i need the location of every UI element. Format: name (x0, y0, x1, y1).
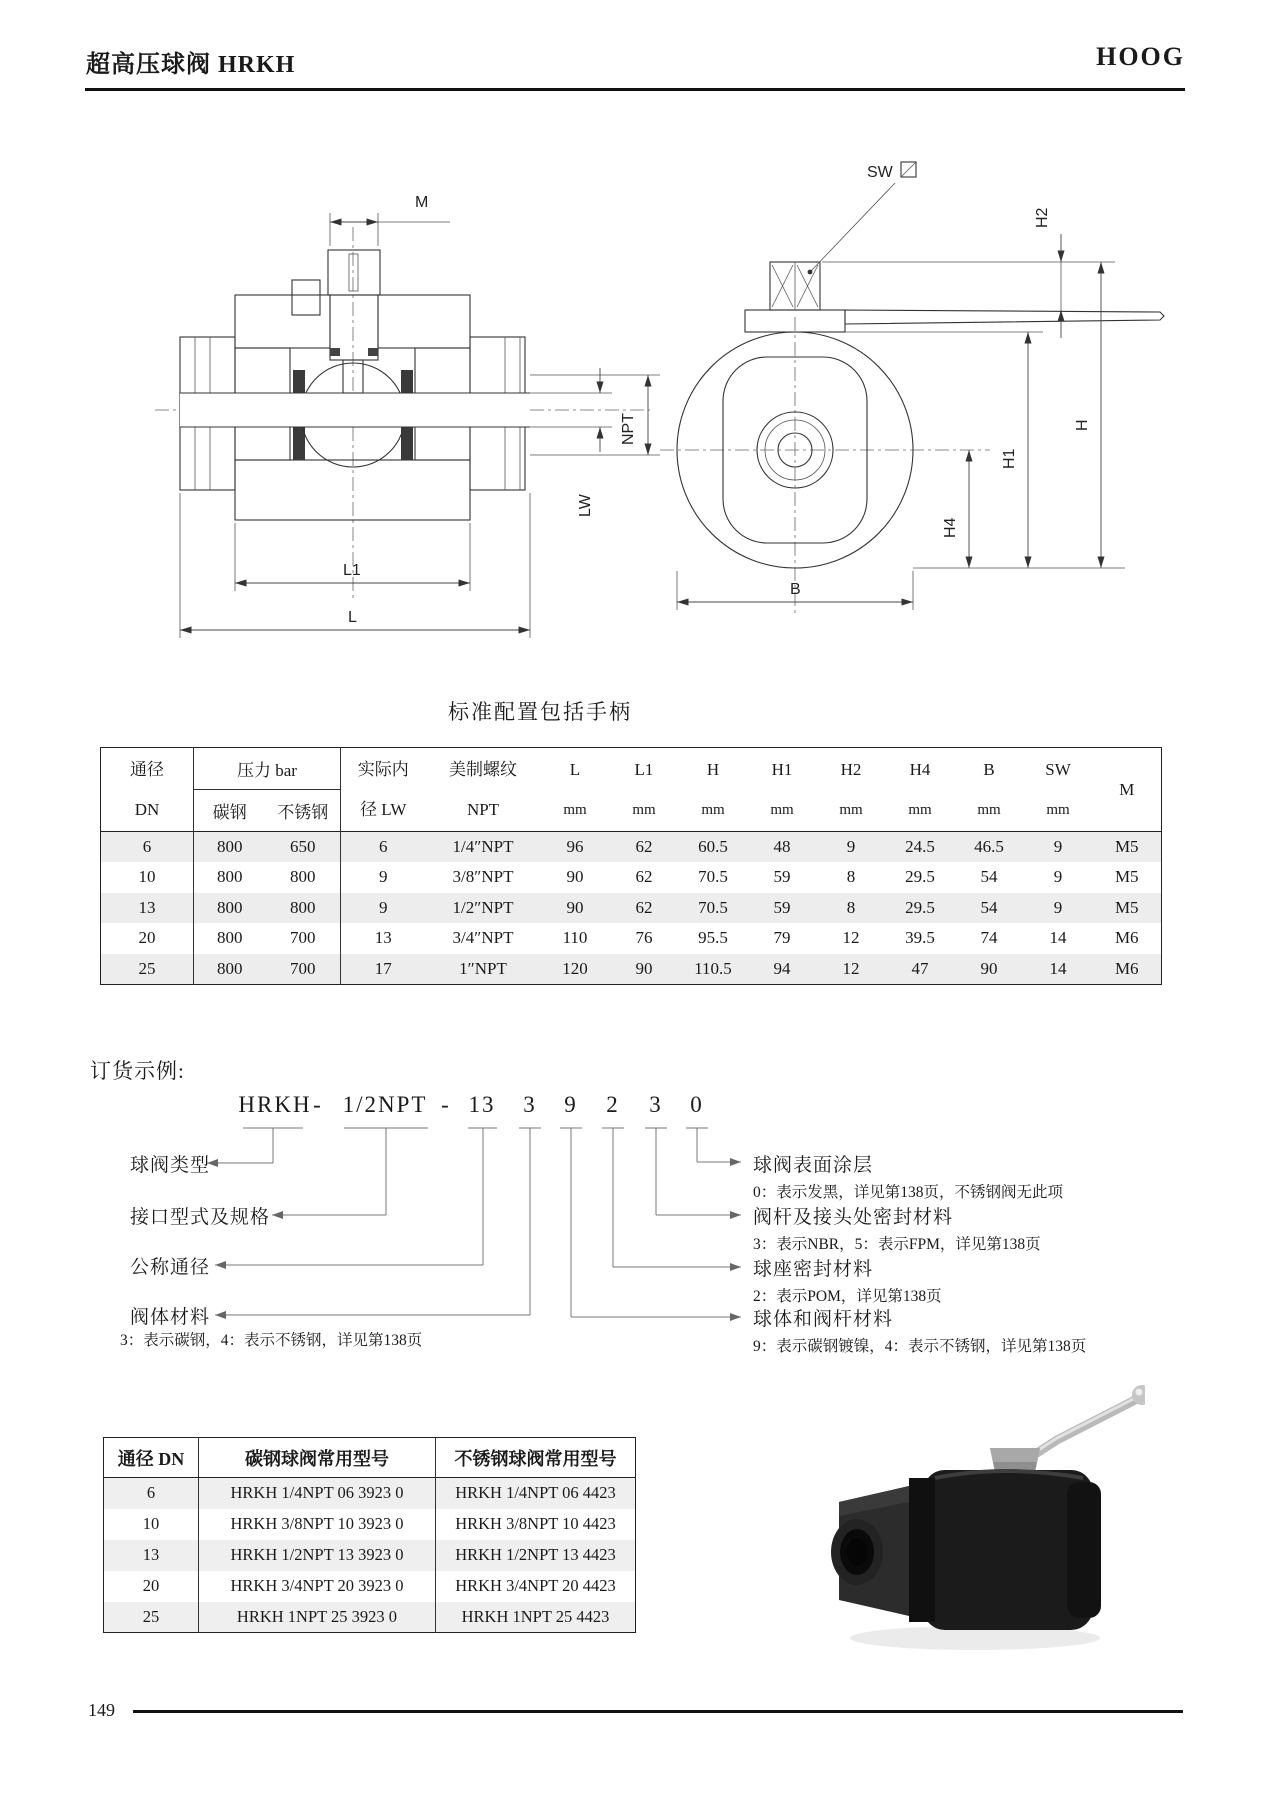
table-cell: HRKH 3/8NPT 10 4423 (455, 1514, 616, 1533)
col-header-stainless-steel: 不锈钢 (266, 790, 341, 832)
table-cell: 59 (773, 867, 791, 887)
table-cell: 70.5 (698, 867, 728, 887)
callout-stem-seal-material: 阀杆及接头处密封材料 3：表示NBR，5：表示FPM，详见第138页 (753, 1207, 1041, 1253)
table-cell: 700 (266, 923, 341, 954)
col-header-dn: 通径 DN (104, 1438, 199, 1478)
table-row (104, 1540, 636, 1571)
table-cell: 800 (217, 958, 243, 978)
table-cell: M6 (1114, 958, 1139, 978)
col-header-B: B mm (977, 759, 1001, 818)
footer-page-number: 149 (88, 1700, 115, 1720)
valve-body (831, 1470, 1101, 1630)
handle-bar (845, 310, 1164, 324)
table-cell: M5 (1114, 897, 1139, 917)
table-cell: 110.5 (694, 958, 732, 978)
table-cell: 29.5 (905, 897, 935, 917)
callout-body-material: 阀体材料 (130, 1307, 211, 1328)
table-cell: 20 (101, 923, 194, 954)
model-number-table (103, 1437, 636, 1633)
table-cell: 20 (104, 1571, 199, 1602)
table-cell: 47 (911, 958, 929, 978)
col-header-SW: SW mm (1045, 759, 1071, 818)
code-part-connection: 1/2NPT (342, 1092, 428, 1117)
callout-connection-type: 接口型式及规格 (130, 1207, 271, 1228)
table-cell: 54 (980, 897, 998, 917)
table-cell: 110 (562, 928, 588, 948)
table-cell: 90 (566, 897, 584, 917)
dim-h4 (942, 450, 969, 568)
table-cell: 76 (635, 928, 653, 948)
table-cell: M5 (1114, 867, 1139, 887)
dim-label-h4: H4 (942, 517, 959, 538)
col-header-dn: 通径 DN (101, 748, 194, 832)
dim-label-l: L (348, 609, 357, 626)
col-header-stainless-models: 不锈钢球阀常用型号 (454, 1448, 617, 1469)
callout-seat-seal-material: 球座密封材料 2：表示POM，详见第138页 (753, 1259, 942, 1305)
table-row (104, 1602, 636, 1633)
table-cell: HRKH 1/4NPT 06 4423 (455, 1483, 616, 1503)
code-part-dn: 13 (468, 1092, 496, 1117)
table-row (101, 954, 1162, 985)
dim-label-npt: NPT (620, 413, 637, 445)
table-cell: 8 (846, 867, 856, 887)
table-cell: 6 (101, 832, 194, 863)
table-cell: 3/4″NPT (452, 928, 514, 948)
table-cell: 25 (101, 954, 194, 985)
right-end-view (660, 162, 1164, 615)
table-row (104, 1478, 636, 1509)
dim-label-l1: L1 (343, 562, 361, 579)
ordering-title: 订货示例: (90, 1059, 185, 1083)
dim-label-m: M (415, 194, 429, 211)
dim-lw (530, 368, 612, 517)
dim-label-b: B (790, 581, 801, 598)
table-cell: 700 (266, 954, 341, 985)
table-cell: 90 (566, 867, 584, 887)
table-cell: 70.5 (698, 897, 728, 917)
table-cell: 3/8″NPT (452, 867, 514, 887)
stem-nut (328, 250, 380, 295)
col-header-H1: H1 mm (770, 759, 794, 818)
col-header-pressure: 压力 bar (194, 748, 341, 790)
brand-logo: HOOG (1096, 42, 1185, 71)
code-part-type: HRKH (238, 1092, 312, 1117)
table-cell: 800 (217, 897, 243, 917)
table-cell: 10 (101, 862, 194, 893)
table-cell: 1/4″NPT (452, 837, 514, 856)
valve-product-photo (805, 1370, 1145, 1670)
table-cell: 1/2″NPT (452, 897, 514, 917)
table-cell: 62 (635, 897, 653, 917)
table-row (101, 923, 1162, 954)
page-title: 超高压球阀 HRKH (86, 52, 296, 78)
table-cell: HRKH 3/8NPT 10 3923 0 (199, 1509, 436, 1540)
drawing-caption: 标准配置包括手柄 (448, 700, 632, 724)
col-header-lw: 实际内 径 LW (357, 759, 409, 819)
dimension-table-body (101, 832, 1162, 985)
table-cell: 800 (217, 837, 243, 856)
table-cell: HRKH 1/2NPT 13 4423 (455, 1545, 616, 1564)
col-header-H4: H4 mm (908, 759, 932, 818)
table-cell: 90 (635, 958, 653, 978)
ordering-section (85, 1040, 1185, 1370)
callout-surface-coating: 球阀表面涂层 0：表示发黑，详见第138页，不锈钢阀无此项 (753, 1155, 1064, 1201)
table-cell: 96 (566, 837, 584, 856)
table-row (101, 832, 1162, 863)
sw-callout (808, 162, 916, 274)
table-cell: M5 (1114, 837, 1139, 856)
table-cell: 8 (846, 897, 856, 917)
header-rule (85, 88, 1185, 91)
table-cell: 13 (374, 928, 392, 948)
dim-label-lw: LW (577, 494, 594, 517)
dim-m (330, 194, 450, 246)
table-cell: 12 (842, 928, 860, 948)
table-cell: 29.5 (905, 867, 935, 887)
dim-l1 (235, 523, 470, 591)
table-cell: HRKH 1NPT 25 4423 (461, 1606, 610, 1626)
valve-technical-drawing (85, 105, 1185, 660)
col-header-H2: H2 mm (839, 759, 863, 818)
callout-valve-type: 球阀类型 (130, 1155, 211, 1176)
table-cell: 6 (379, 837, 388, 856)
table-cell: 17 (374, 958, 392, 978)
table-cell: 800 (217, 928, 243, 948)
valve-handle (1023, 1385, 1145, 1462)
table-cell: 24.5 (905, 837, 935, 856)
code-separator: - (313, 1092, 323, 1117)
col-header-carbon-models: 碳钢球阀常用型号 (199, 1438, 436, 1478)
table-cell: 79 (773, 928, 791, 948)
table-cell: 9 (1053, 837, 1063, 856)
table-cell: 74 (980, 928, 998, 948)
code-part-ball-material: 9 (564, 1092, 578, 1117)
code-part-seal-material: 3 (649, 1092, 663, 1117)
model-table-body (104, 1478, 636, 1633)
table-cell: HRKH 3/4NPT 20 3923 0 (199, 1571, 436, 1602)
table-cell: 9 (1053, 897, 1063, 917)
table-cell: 59 (773, 897, 791, 917)
dim-label-sw: SW (867, 164, 893, 181)
table-cell: 650 (266, 832, 341, 863)
left-section-view (155, 194, 660, 638)
table-cell: 9 (379, 897, 388, 917)
footer-rule (133, 1710, 1183, 1713)
table-cell: 9 (1053, 867, 1063, 887)
callout-nominal-bore: 公称通径 (130, 1257, 211, 1278)
table-cell: 46.5 (974, 837, 1004, 856)
table-cell: 1″NPT (459, 958, 507, 978)
code-part-coating: 0 (690, 1092, 704, 1117)
code-part-seat-material: 2 (606, 1092, 620, 1117)
dim-label-h2: H2 (1034, 207, 1051, 228)
table-cell: 25 (104, 1602, 199, 1633)
table-cell: 14 (1049, 928, 1067, 948)
table-cell: HRKH 1/2NPT 13 3923 0 (199, 1540, 436, 1571)
table-cell: 10 (104, 1509, 199, 1540)
table-row (104, 1509, 636, 1540)
table-cell: 800 (266, 862, 341, 893)
table-cell: 14 (1049, 958, 1067, 978)
code-separator: - (441, 1092, 451, 1117)
side-plug (292, 280, 320, 315)
table-cell: 39.5 (905, 928, 935, 948)
table-cell: 12 (842, 958, 860, 978)
table-row (104, 1571, 636, 1602)
table-cell: 800 (266, 893, 341, 924)
table-row (101, 862, 1162, 893)
dim-h2 (822, 207, 1115, 338)
table-cell: M6 (1114, 928, 1139, 948)
col-header-npt: 美制螺纹 NPT (449, 759, 517, 819)
col-header-L1: L1 mm (632, 759, 656, 818)
table-cell: 95.5 (698, 928, 728, 948)
dim-npt (530, 375, 660, 455)
callout-ball-stem-material: 球体和阀杆材料 9：表示碳钢镀镍，4：表示不锈钢，详见第138页 (753, 1309, 1087, 1355)
col-header-M: M (1119, 779, 1135, 799)
col-header-H: H mm (701, 759, 725, 818)
table-row (101, 893, 1162, 924)
table-cell: 94 (773, 958, 791, 978)
table-cell: 62 (635, 837, 653, 856)
table-cell: 800 (217, 867, 243, 887)
table-cell: HRKH 3/4NPT 20 4423 (455, 1576, 616, 1595)
table-cell: 90 (980, 958, 998, 978)
col-header-L: L mm (563, 759, 587, 818)
col-header-carbon-steel: 碳钢 (212, 803, 247, 822)
dimension-table (100, 747, 1162, 985)
table-cell: 48 (773, 837, 791, 856)
table-cell: 9 (846, 837, 856, 856)
table-cell: 60.5 (698, 837, 728, 856)
code-part-body-material: 3 (523, 1092, 537, 1117)
table-cell: 13 (101, 893, 194, 924)
dim-label-h: H (1074, 419, 1091, 431)
callout-body-material-note: 3：表示碳钢，4：表示不锈钢，详见第138页 (120, 1332, 423, 1349)
table-cell: 13 (104, 1540, 199, 1571)
table-cell: 54 (980, 867, 998, 887)
table-cell: HRKH 1NPT 25 3923 0 (199, 1602, 436, 1633)
table-cell: 9 (379, 867, 388, 887)
table-cell: 120 (562, 958, 588, 978)
table-cell: 6 (104, 1478, 199, 1509)
dim-label-h1: H1 (1001, 448, 1018, 469)
table-cell: HRKH 1/4NPT 06 3923 0 (199, 1478, 436, 1509)
table-cell: 62 (635, 867, 653, 887)
